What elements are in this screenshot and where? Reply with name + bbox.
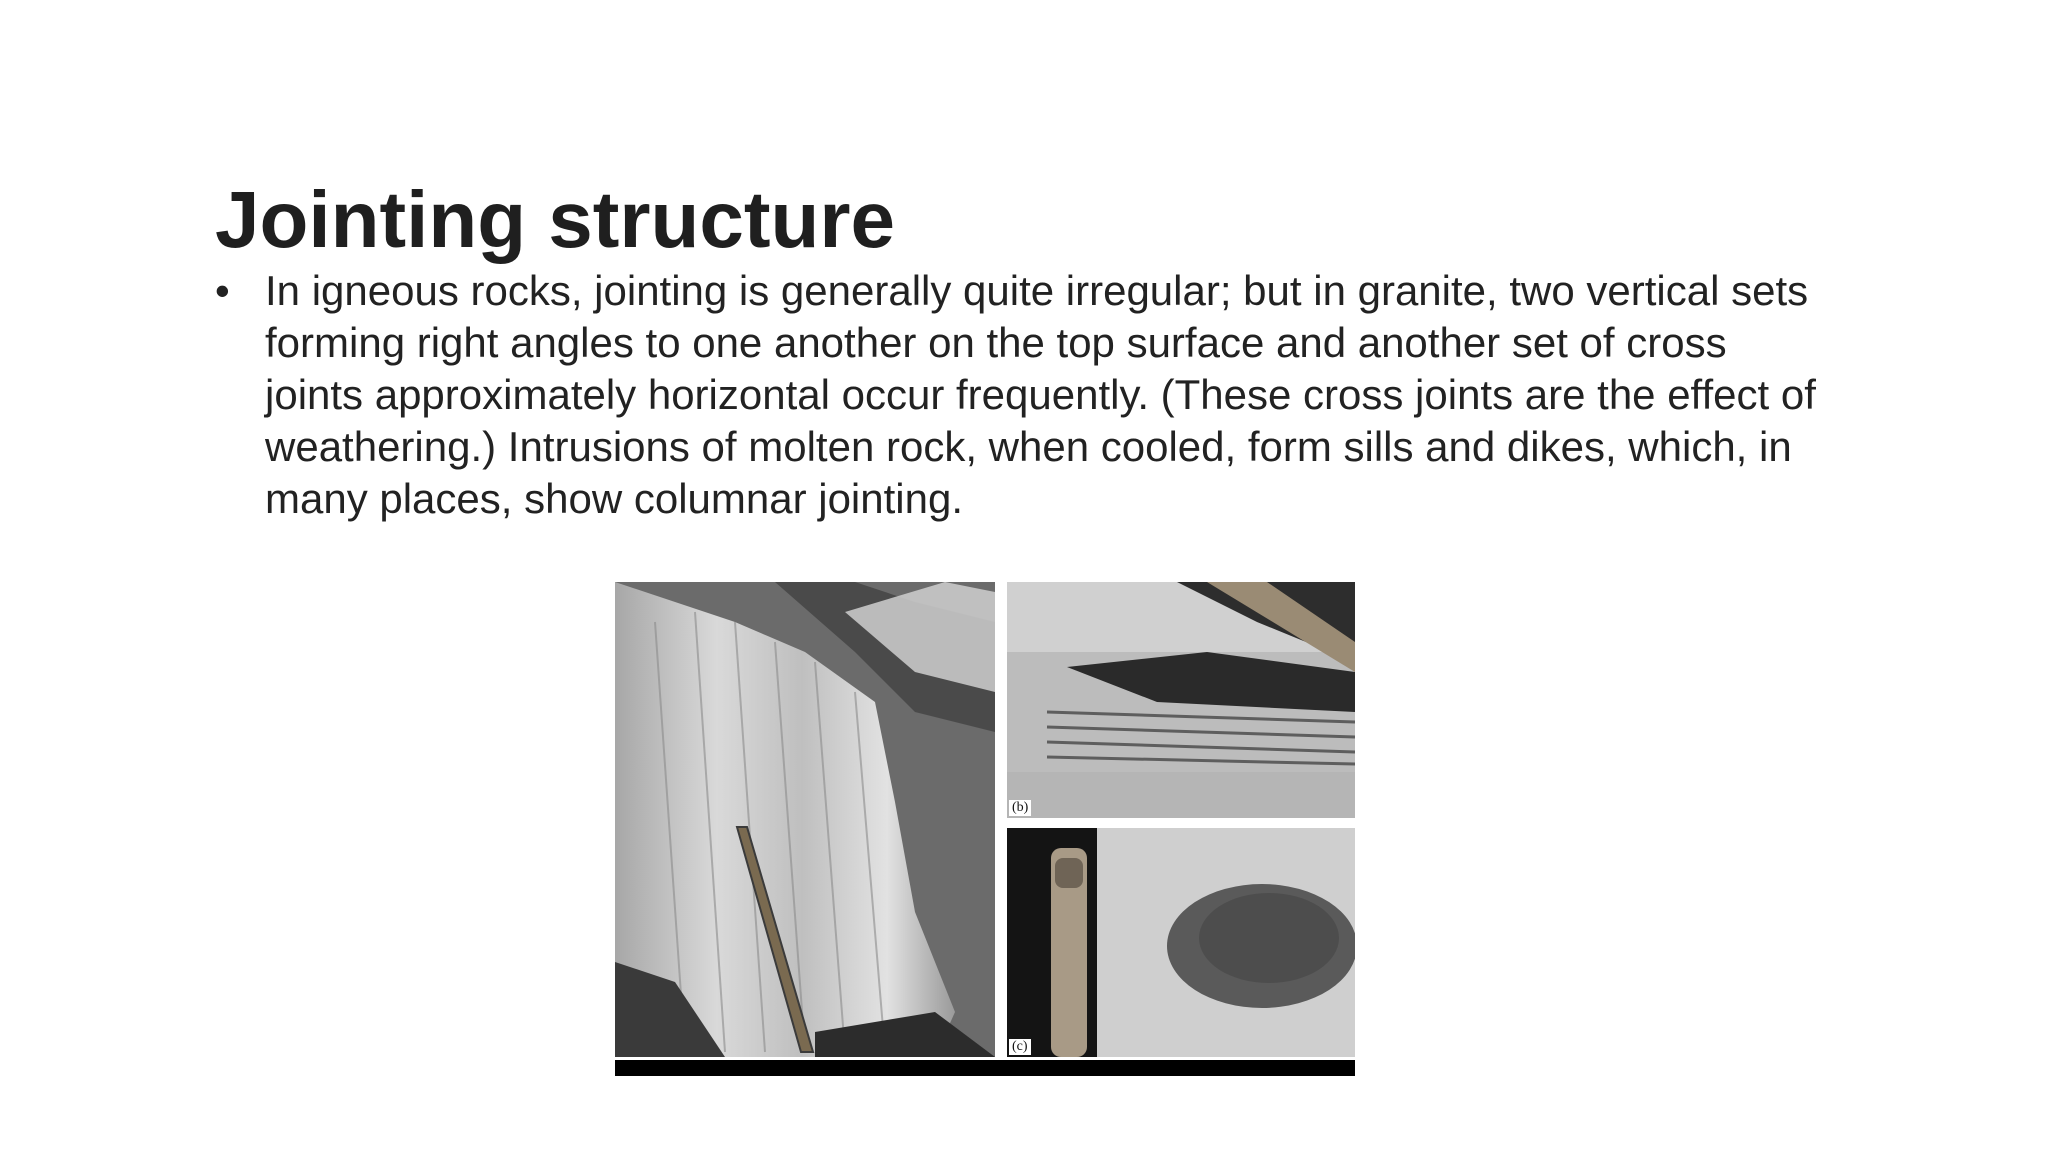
bullet-text: In igneous rocks, jointing is generally quite irregular; but in granite, two vertical sets forming right angles to one another on the top surface and another set of cross joints approximately horizontal occur frequently. (These cross joints are the effect of weathering.) Intrusions of molten rock, when cooled, form sills and dikes, which, in many places, show columnar jointing. xyxy=(265,267,1816,522)
banded-rock-image xyxy=(1007,582,1355,818)
figure-panel-a-rock-outcrop xyxy=(615,582,995,1057)
bullet-list xyxy=(215,265,1835,525)
panel-label-b: (b) xyxy=(1009,800,1031,816)
figure-bottom-bar xyxy=(615,1060,1355,1076)
figure-panel-b-banded-rock xyxy=(1007,582,1355,818)
rock-outcrop-image xyxy=(615,582,995,1057)
xenolith-rock-image xyxy=(1007,828,1355,1057)
rock-jointing-figure xyxy=(615,582,1355,1076)
panel-label-c: (c) xyxy=(1009,1039,1031,1055)
figure-panel-c-xenolith xyxy=(1007,828,1355,1057)
slide-title: Jointing structure xyxy=(215,175,896,264)
bullet-item xyxy=(215,265,1835,525)
bullet-marker: • xyxy=(215,267,230,314)
